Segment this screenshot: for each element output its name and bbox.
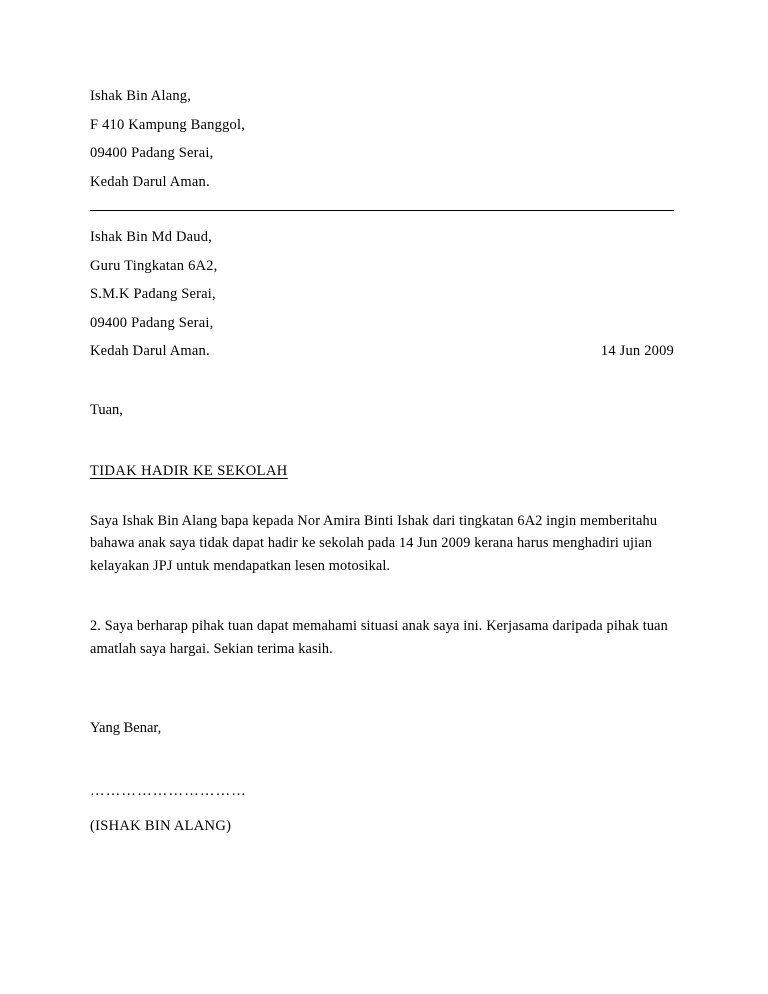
letter-date: 14 Jun 2009 [600,343,674,359]
salutation: Tuan, [90,401,123,418]
sender-address-line: 09400 Padang Serai, [90,145,214,161]
recipient-address-line: Guru Tingkatan 6A2, [90,257,218,274]
subject-wrapper [90,419,674,480]
signature-name: (ISHAK BIN ALANG) [90,818,232,834]
recipient-address-line: Kedah Darul Aman. [90,343,210,359]
sender-address-line: Ishak Bin Alang, [90,88,192,104]
sender-address-line: F 410 Kampung Banggol, [90,116,246,133]
closing-phrase: Yang Benar, [90,720,162,736]
paragraph-2: 2. Saya berharap pihak tuan dapat memahami situasi anak saya ini. Kerjasama daripada pihak tuan amatlah saya hargai. Sekian terima kasih. [90,618,668,657]
sender-address-line: Kedah Darul Aman. [90,173,210,190]
sender-address-block [90,82,674,196]
signature-line-dots: ………………………… [90,783,247,799]
horizontal-divider [90,210,674,211]
paragraph-1: Saya Ishak Bin Alang bapa kepada Nor Amira Binti Ishak dari tingkatan 6A2 ingin memberitahu bahawa anak saya tidak dapat hadir ke sekolah pada 14 Jun 2009 kerana harus menghadiri ujian kelayakan JPJ untuk mendapatkan lesen motosikal. [90,512,658,574]
recipient-address-line: 09400 Padang Serai, [90,314,214,331]
recipient-address-block [90,223,674,366]
recipient-last-line-with-date [90,337,674,366]
subject-heading: TIDAK HADIR KE SEKOLAH [90,462,288,479]
letter-body [90,82,674,835]
recipient-address-line: S.M.K Padang Serai, [90,286,216,302]
recipient-address-line: Ishak Bin Md Daud, [90,229,213,245]
